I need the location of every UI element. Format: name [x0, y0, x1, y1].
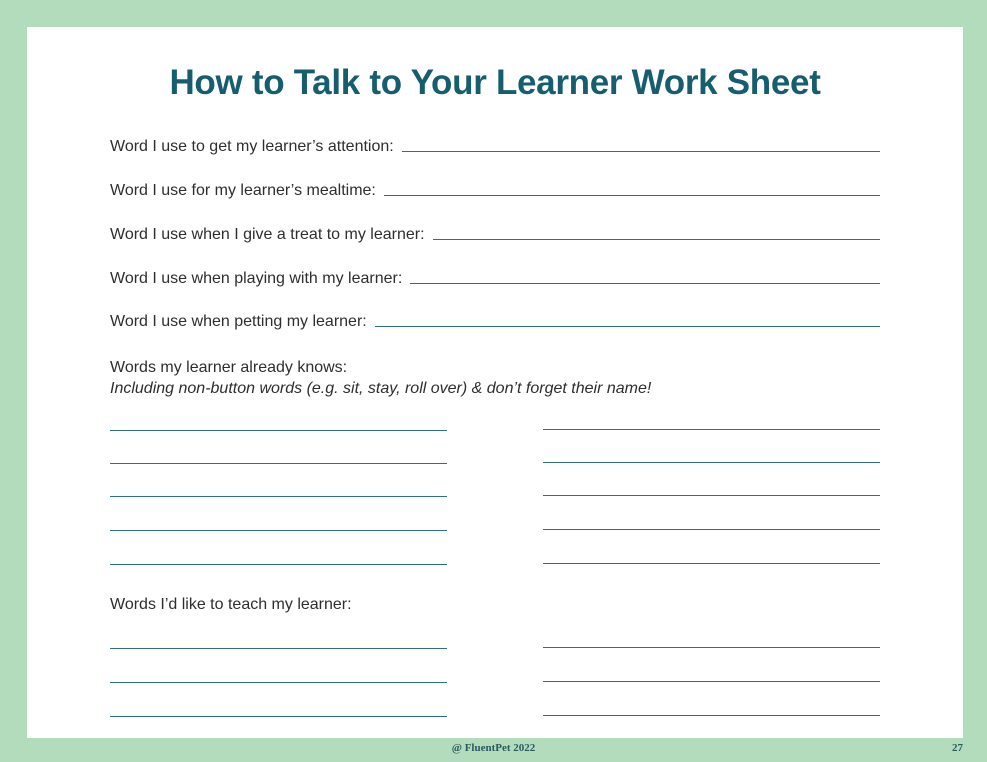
copyright-footer: @ FluentPet 2022 — [451, 742, 536, 754]
field-attention — [110, 133, 880, 157]
known-word-line[interactable] — [110, 430, 447, 431]
field-playing — [110, 265, 880, 289]
fill-in-line[interactable] — [433, 239, 880, 240]
field-treat — [110, 221, 880, 245]
known-words-heading: Words my learner already knows: — [110, 359, 348, 376]
field-label: Word I use for my learner’s mealtime: — [110, 182, 376, 199]
teach-word-line[interactable] — [543, 647, 880, 648]
field-label: Word I use when I give a treat to my learner: — [110, 226, 425, 243]
teach-words-heading: Words I’d like to teach my learner: — [110, 596, 352, 613]
known-word-line[interactable] — [110, 496, 447, 497]
fill-in-line[interactable] — [410, 283, 880, 284]
field-label: Word I use when petting my learner: — [110, 313, 367, 330]
field-mealtime — [110, 177, 880, 201]
field-label: Word I use when playing with my learner: — [110, 270, 403, 287]
known-words-subheading: Including non-button words (e.g. sit, stay, roll over) & don’t forget their name! — [110, 380, 652, 397]
worksheet-page — [27, 27, 963, 738]
page-number: 27 — [952, 742, 963, 754]
teach-word-line[interactable] — [110, 682, 447, 683]
known-word-line[interactable] — [110, 530, 447, 531]
known-word-line[interactable] — [543, 429, 880, 430]
known-word-line[interactable] — [543, 563, 880, 564]
teach-word-line[interactable] — [543, 681, 880, 682]
field-petting — [110, 308, 880, 332]
fill-in-line[interactable] — [402, 151, 880, 152]
fill-in-line[interactable] — [375, 326, 880, 327]
known-word-line[interactable] — [543, 495, 880, 496]
fill-in-line[interactable] — [384, 195, 880, 196]
known-word-line[interactable] — [543, 529, 880, 530]
teach-word-line[interactable] — [110, 648, 447, 649]
known-word-line[interactable] — [110, 463, 447, 464]
page-title: How to Talk to Your Learner Work Sheet — [169, 63, 821, 102]
teach-word-line[interactable] — [543, 715, 880, 716]
field-label: Word I use to get my learner’s attention: — [110, 138, 394, 155]
known-word-line[interactable] — [110, 564, 447, 565]
teach-word-line[interactable] — [110, 716, 447, 717]
known-word-line[interactable] — [543, 462, 880, 463]
